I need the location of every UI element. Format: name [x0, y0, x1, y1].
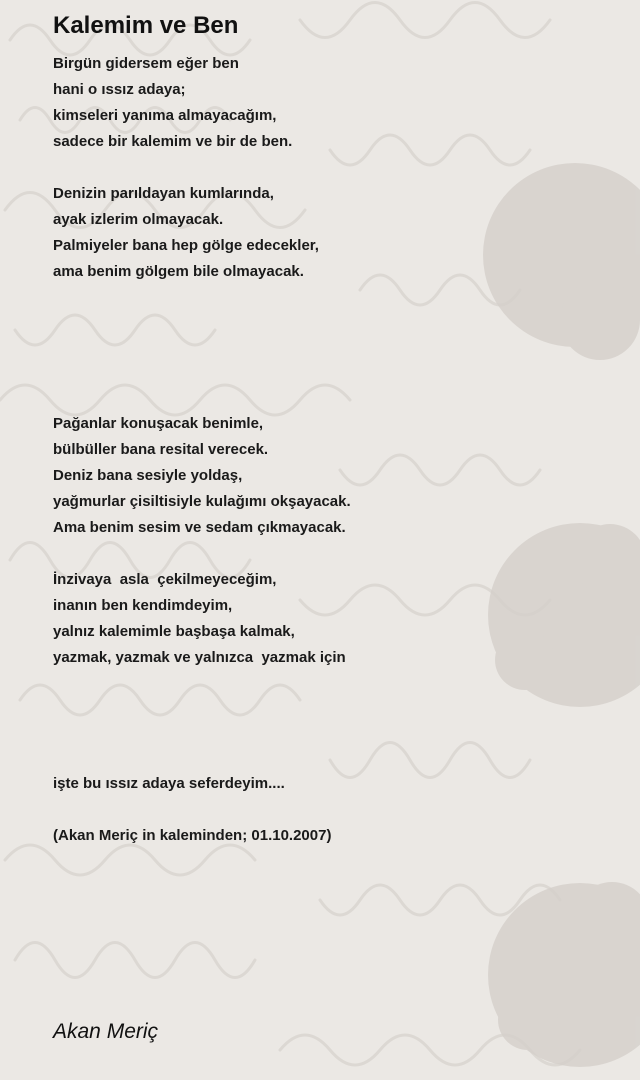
poem-line: ama benim gölgem bile olmayacak. [53, 263, 304, 280]
poem-line: yağmurlar çisiltisiyle kulağımı okşayacak. [53, 493, 351, 510]
poem-line: Deniz bana sesiyle yoldaş, [53, 467, 243, 484]
poem-line: inanın ben kendimdeyim, [53, 597, 233, 614]
poem-line: ayak izlerim olmayacak. [53, 211, 224, 228]
stanza-4 [53, 567, 346, 671]
poem-line: işte bu ıssız adaya seferdeyim.... [53, 775, 285, 792]
poem-line: Birgün gidersem eğer ben [53, 55, 239, 72]
poem-line: hani o ıssız adaya; [53, 81, 186, 98]
stanza-5 [53, 771, 285, 797]
poem-line: İnzivaya asla çekilmeyeceğim, [53, 571, 277, 588]
poem-line: Ama benim sesim ve sedam çıkmayacak. [53, 519, 346, 536]
poem-line: Palmiyeler bana hep gölge edecekler, [53, 237, 319, 254]
poem-line: kimseleri yanıma almayacağım, [53, 107, 277, 124]
poem-line: yazmak, yazmak ve yalnızca yazmak için [53, 649, 346, 666]
poem-attribution [53, 823, 331, 849]
stanza-2 [53, 181, 319, 285]
poem-title: Kalemim ve Ben [53, 12, 239, 39]
stanza-1 [53, 51, 292, 155]
poem-line: sadece bir kalemim ve bir de ben. [53, 133, 293, 150]
poem-line: Pağanlar konuşacak benimle, [53, 415, 264, 432]
poem-line: Denizin parıldayan kumlarında, [53, 185, 274, 202]
author-name[interactable]: Akan Meriç [53, 1020, 159, 1043]
poem-line: yalnız kalemimle başbaşa kalmak, [53, 623, 295, 640]
stanza-3 [53, 411, 351, 541]
poem-line: bülbüller bana resital verecek. [53, 441, 269, 458]
poem-line: (Akan Meriç in kaleminden; 01.10.2007) [53, 827, 332, 844]
